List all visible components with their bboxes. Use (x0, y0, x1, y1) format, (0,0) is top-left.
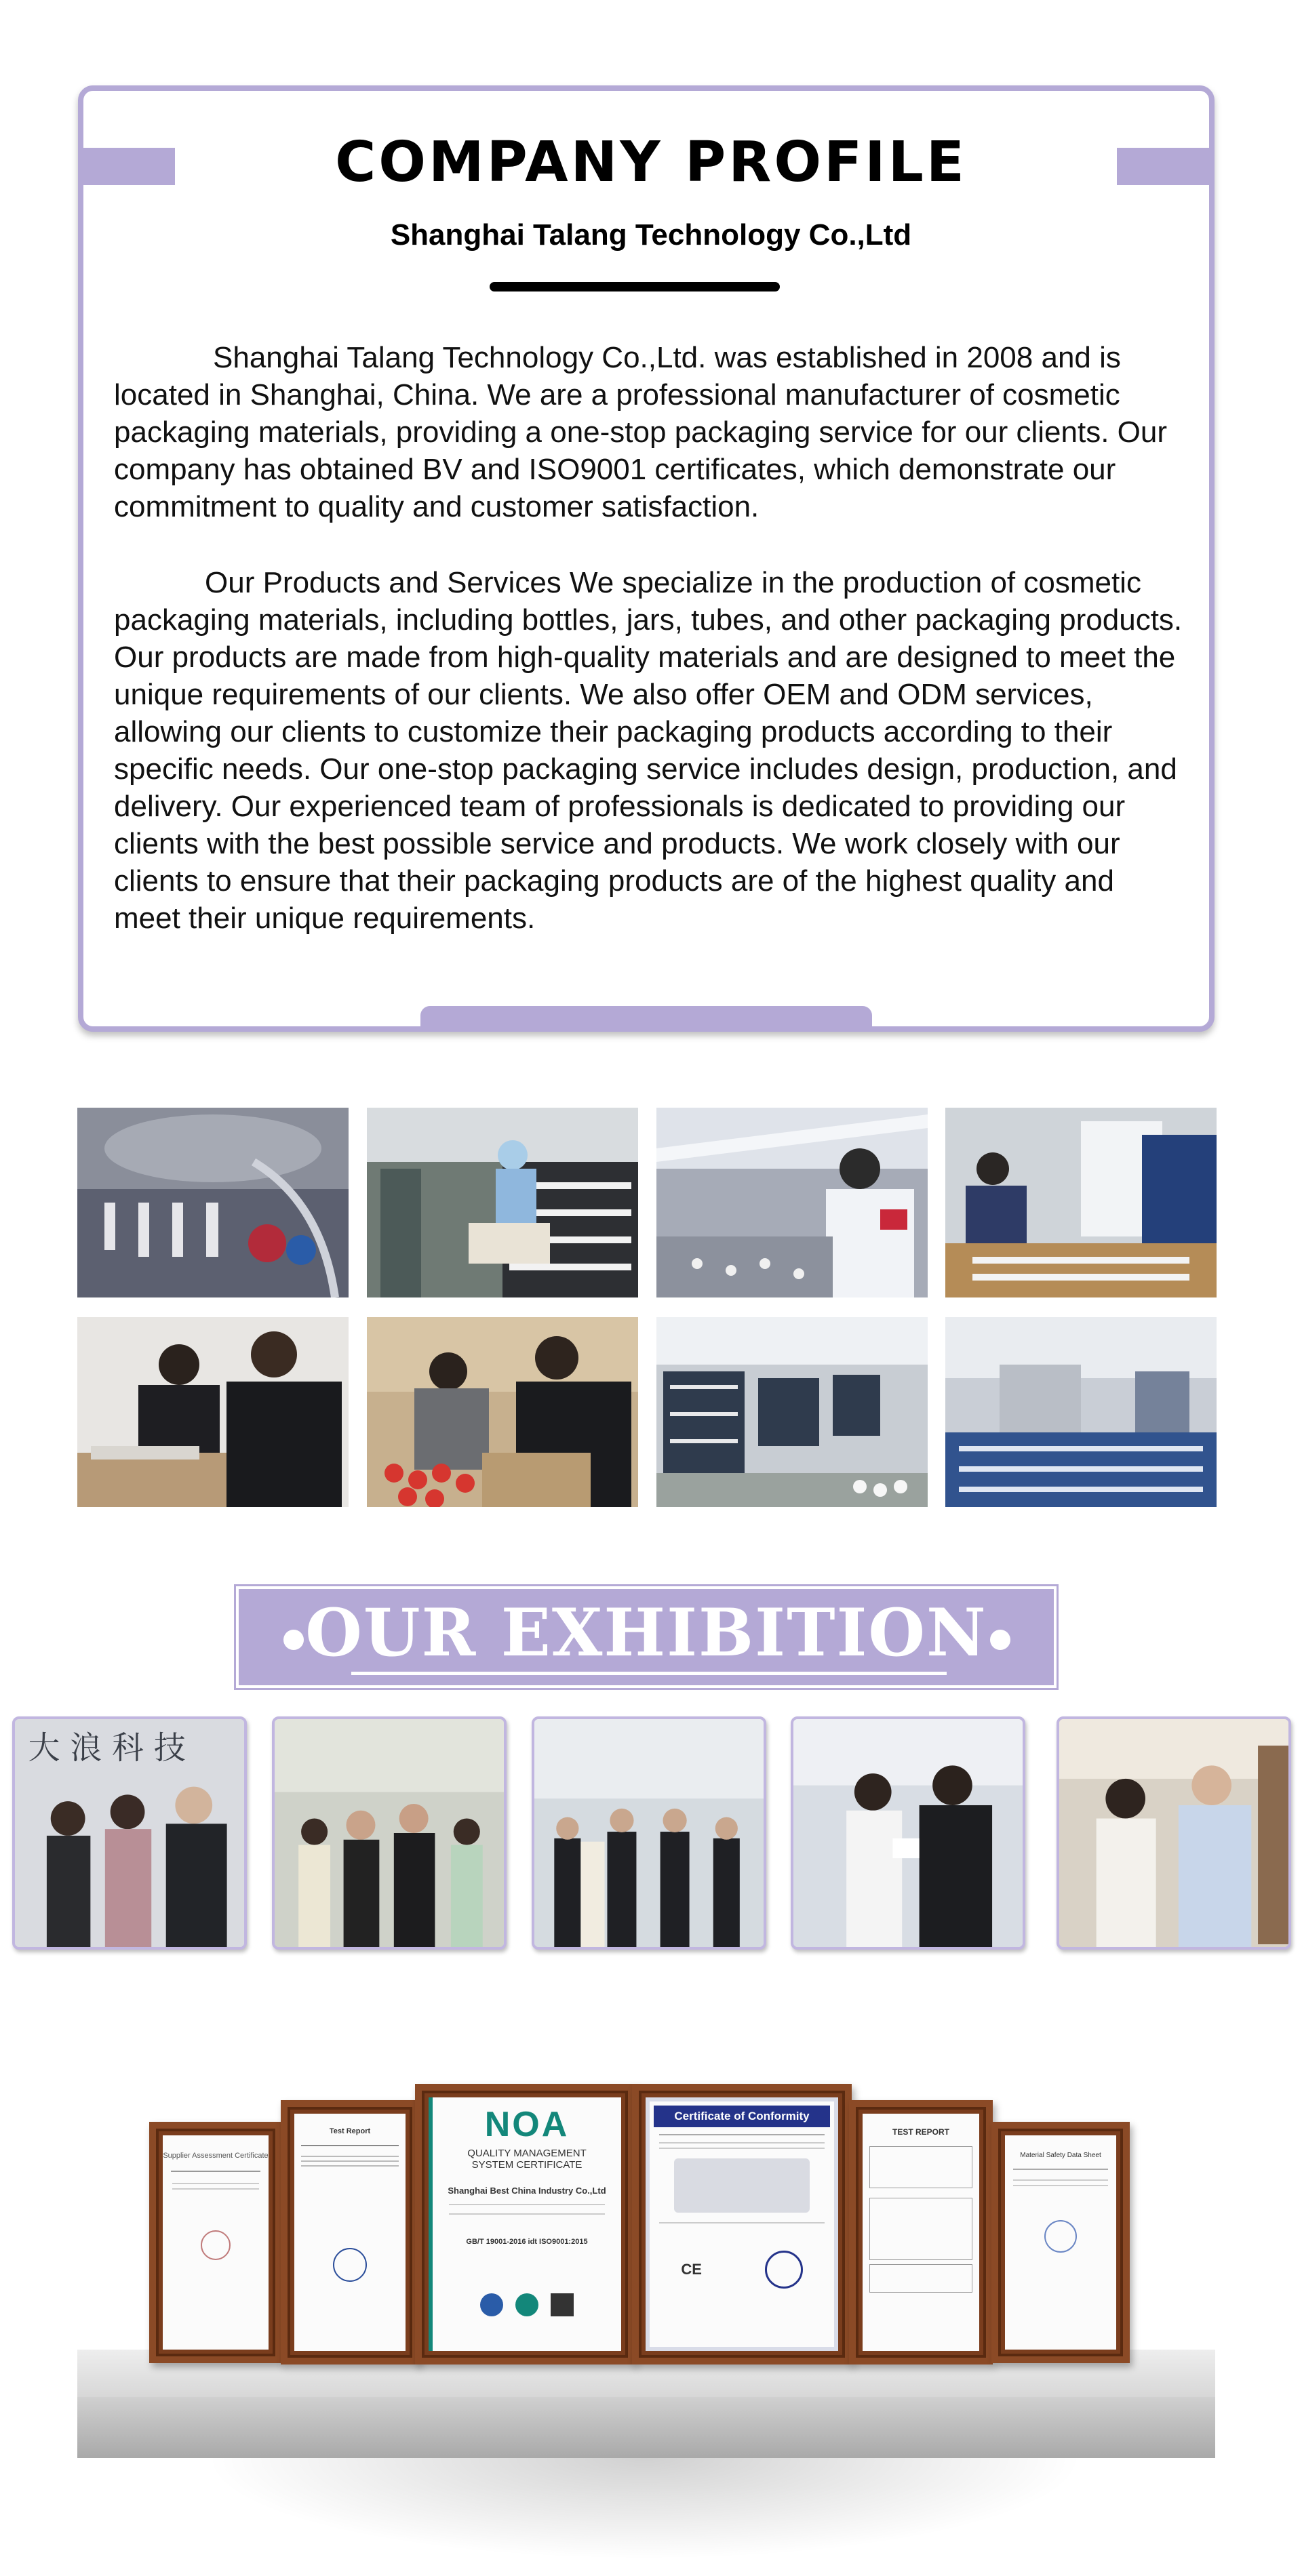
exhibition-photo-2 (272, 1716, 507, 1950)
noa-cert-company: Shanghai Best China Industry Co.,Ltd (448, 2186, 606, 2196)
exhibition-photo-4 (791, 1716, 1025, 1950)
iaf-logo-icon (480, 2293, 503, 2316)
display-shelf-front (77, 2397, 1215, 2458)
qr-code-icon (551, 2293, 574, 2316)
supplier-cert-title: Supplier Assessment Certificate (163, 2152, 269, 2160)
msds-title: Material Safety Data Sheet (1020, 2152, 1101, 2159)
supplier-certificate (163, 2135, 269, 2350)
noa-certificate (429, 2097, 621, 2351)
staff-checking-products-photo (367, 1317, 638, 1507)
shelf-shadow (203, 2458, 1085, 2560)
screen-printing-machine-photo (945, 1108, 1217, 1297)
svg-text:大 浪 科 技: 大 浪 科 技 (28, 1729, 186, 1767)
spray-coating-line-photo (77, 1108, 349, 1297)
worker-with-bottle-trays-photo (367, 1108, 638, 1297)
title-underline (490, 282, 780, 291)
test-report (863, 2114, 979, 2351)
conformity-cert-heading: Certificate of Conformity (654, 2106, 830, 2127)
card-bottom-tab (420, 1006, 872, 1032)
test-report-small-title: Test Report (329, 2127, 371, 2135)
supplier-certificate-frame (149, 2122, 282, 2363)
exhibition-title-underline (351, 1672, 947, 1675)
msds-certificate (1005, 2135, 1116, 2350)
msds-seal-icon (1044, 2220, 1077, 2253)
company-name: Shanghai Talang Technology Co.,Ltd (390, 218, 912, 251)
noa-cert-heading: QUALITY MANAGEMENT SYSTEM CERTIFICATE (467, 2148, 587, 2171)
profile-paragraph-2: Our Products and Services We specialize in the production of cosmetic packaging materials, including bottles, jars, tubes, and other packaging products. Our products are made from high-quality materials and are designed to meet the unique requirements of our clients. We also offer OEM and ODM services, allowing our clients to customize their packaging products according to their specific needs. Our one-stop packaging service includes design, production, and delivery. Our experienced team of professionals is dedicated to providing our clients with the best possible service and products. We work closely with our clients to ensure that their packaging products are of the highest quality and meet their unique requirements. (114, 566, 1183, 935)
test-report-title: TEST REPORT (892, 2127, 949, 2137)
noa-certificate-frame (415, 2084, 635, 2364)
cnas-logo-icon (515, 2293, 538, 2316)
worker-inspecting-bottles-photo (656, 1108, 928, 1297)
conformity-certificate-frame (632, 2084, 852, 2364)
workshop-hall-photo (656, 1317, 928, 1507)
staff-signing-package-photo (77, 1317, 349, 1507)
banner-dot-right (990, 1630, 1010, 1650)
ce-mark-icon: CE (681, 2261, 702, 2278)
msds-certificate-frame (991, 2122, 1130, 2363)
exhibition-title: OUR EXHIBITION (305, 1594, 987, 1671)
exhibition-photo-1 (12, 1716, 247, 1950)
profile-paragraph-1: Shanghai Talang Technology Co.,Ltd. was established in 2008 and is located in Shanghai, China. We are a professional manufacturer of cosmetic packaging materials, providing a one-stop packaging service for our clients. Our company has obtained BV and ISO9001 certificates, which demonstrate our commitment to quality and customer satisfaction. (114, 341, 1168, 523)
exhibition-photo-3 (532, 1716, 766, 1950)
test-report-small (294, 2114, 406, 2351)
exhibition-banner (236, 1586, 1057, 1688)
noa-cert-standard: GB/T 19001-2016 idt ISO9001:2015 (466, 2238, 588, 2246)
test-report-small-frame (281, 2100, 419, 2364)
noa-logo: NOA (484, 2105, 570, 2144)
test-report-frame (849, 2100, 993, 2364)
exhibition-photo-5 (1057, 1716, 1291, 1950)
production-line-photo (945, 1317, 1217, 1507)
page-title: COMPANY PROFILE (335, 130, 967, 195)
world-map-icon (674, 2158, 810, 2213)
trt-seal-icon (765, 2251, 803, 2289)
conformity-certificate (646, 2097, 838, 2351)
